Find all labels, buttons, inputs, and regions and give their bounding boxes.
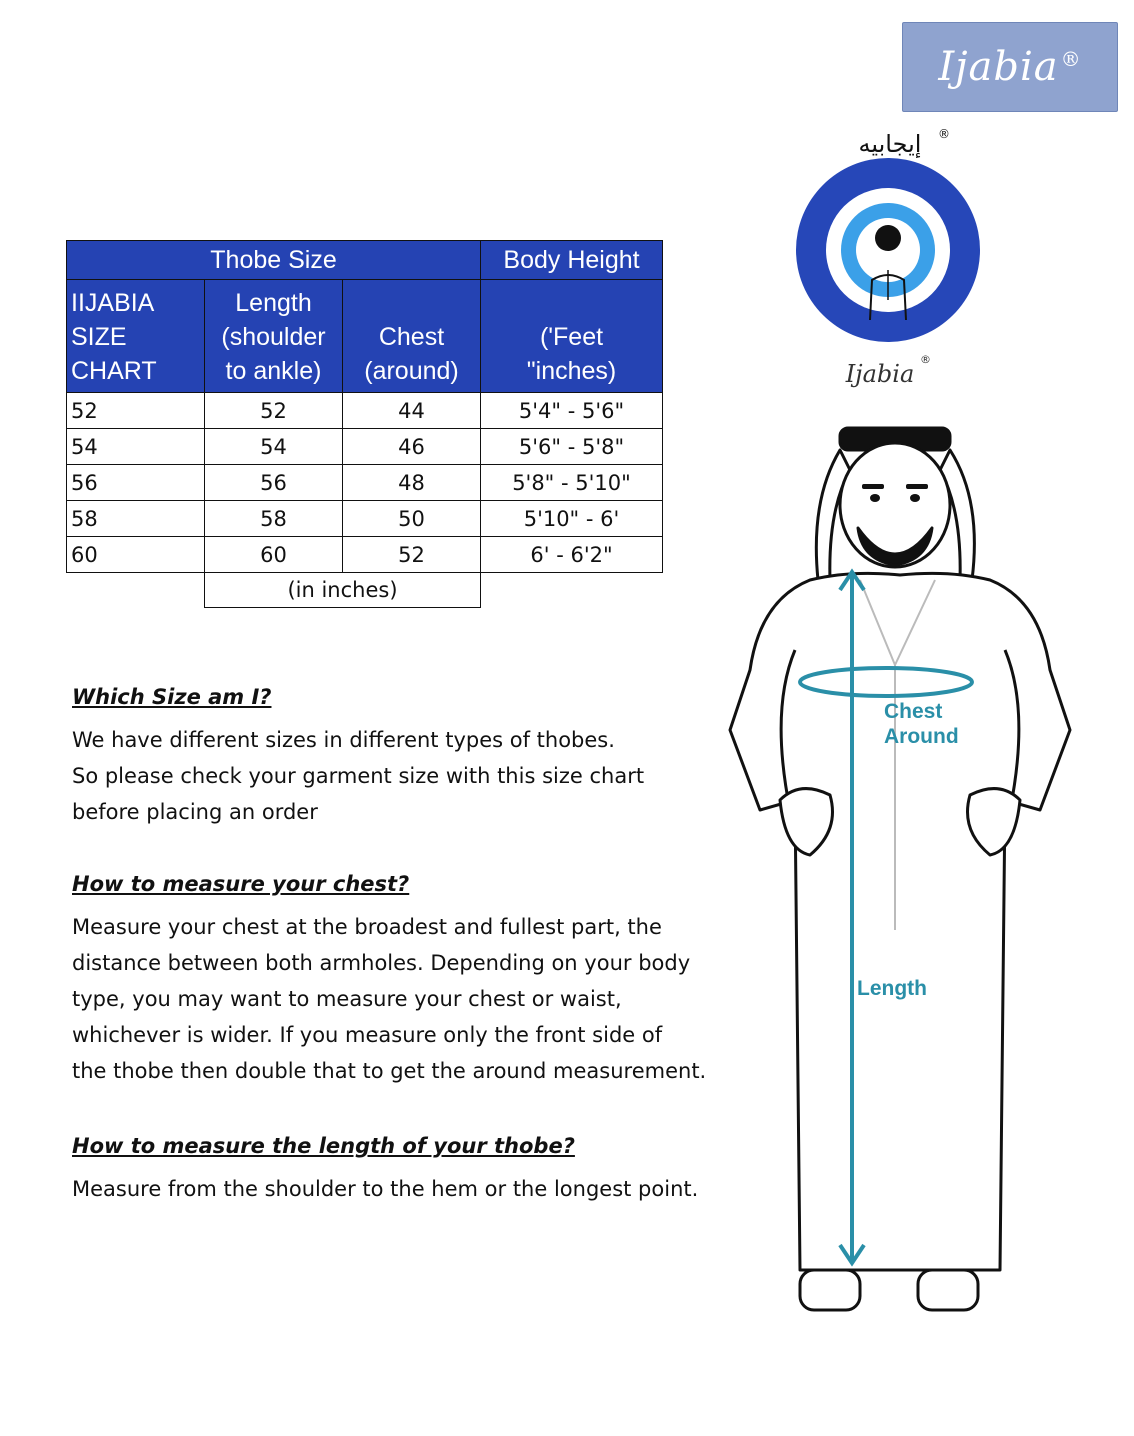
cell-chest: 52 (343, 537, 481, 573)
cell-height: 5'8" - 5'10" (481, 465, 663, 501)
cell-length: 54 (205, 429, 343, 465)
table-row (67, 429, 663, 465)
svg-text:®: ® (938, 127, 950, 141)
chest-heading: How to measure your chest? (72, 872, 410, 896)
cell-chest: 48 (343, 465, 481, 501)
evil-eye-logo (790, 120, 990, 400)
table-row (67, 465, 663, 501)
which-size-heading: Which Size am I? (72, 685, 272, 709)
cell-height: 5'4" - 5'6" (481, 393, 663, 429)
column-header-chest: Chest (around) (343, 280, 481, 393)
column-header-size: IIJABIA SIZE CHART (67, 280, 205, 393)
cell-height: 6' - 6'2" (481, 537, 663, 573)
svg-text:®: ® (920, 353, 931, 366)
unit-note: (in inches) (205, 573, 481, 608)
cell-size: 52 (67, 393, 205, 429)
thobe-size-header: Thobe Size (67, 241, 481, 280)
length-section (72, 1131, 722, 1207)
cell-size: 60 (67, 537, 205, 573)
table-row (67, 537, 663, 573)
body-height-header: Body Height (481, 241, 663, 280)
cell-chest: 44 (343, 393, 481, 429)
table-row (67, 393, 663, 429)
table-row (67, 501, 663, 537)
cell-length: 56 (205, 465, 343, 501)
cell-length: 58 (205, 501, 343, 537)
cell-length: 60 (205, 537, 343, 573)
cell-chest: 50 (343, 501, 481, 537)
brand-logo-badge (902, 22, 1118, 112)
size-chart-table (66, 240, 663, 608)
cell-chest: 46 (343, 429, 481, 465)
small-wordmark: Ijabia (845, 360, 915, 388)
column-header-length: Length (shoulder to ankle) (205, 280, 343, 393)
chest-text: Measure your chest at the broadest and fullest part, the distance between both armholes. Depending on your body type, you may want to measure your chest or waist, whichever is wider. If you measure only the front side of the thobe then double that to get the around measurement. (72, 915, 707, 1083)
thobe-figure-illustration (700, 410, 1100, 1330)
brand-wordmark: Ijabia ® (938, 44, 1082, 90)
cell-length: 52 (205, 393, 343, 429)
cell-height: 5'10" - 6' (481, 501, 663, 537)
which-size-text: We have different sizes in different types of thobes. So please check your garment size with this size chart before placing an order (72, 728, 645, 824)
cell-size: 58 (67, 501, 205, 537)
arabic-brand-name: إيجابيه (858, 130, 922, 158)
length-text: Measure from the shoulder to the hem or the longest point. (72, 1177, 699, 1201)
cell-height: 5'6" - 5'8" (481, 429, 663, 465)
cell-size: 56 (67, 465, 205, 501)
which-size-section (72, 682, 722, 830)
figure-head-icon (875, 225, 901, 251)
chest-section (72, 869, 722, 1089)
chest-around-label: Chest Around (884, 700, 959, 748)
length-heading: How to measure the length of your thobe? (72, 1134, 575, 1158)
cell-size: 54 (67, 429, 205, 465)
length-label: Length (857, 977, 927, 1000)
column-header-height: ('Feet "inches) (481, 280, 663, 393)
